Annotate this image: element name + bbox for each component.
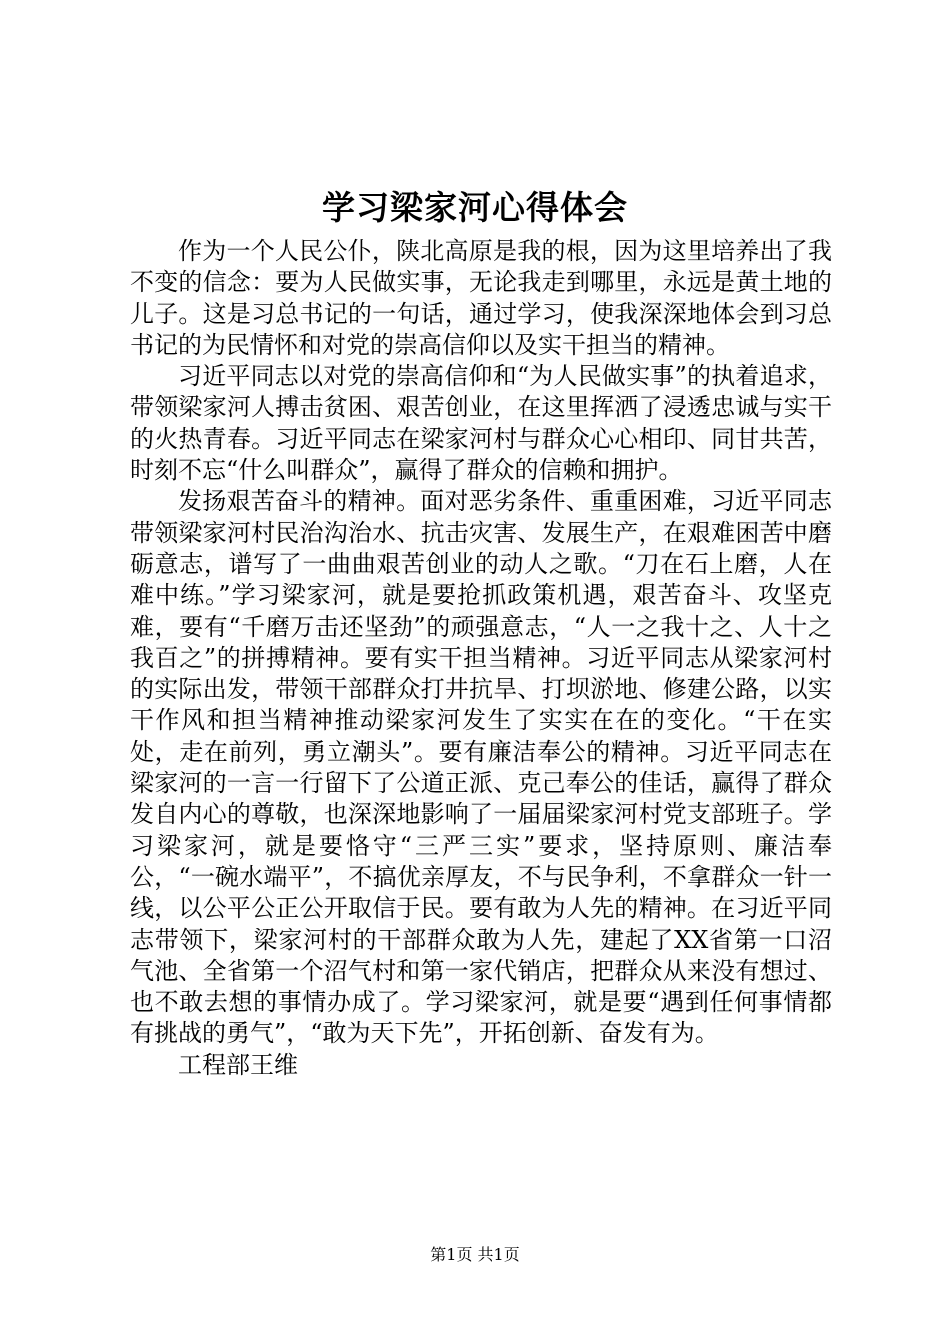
document-title: 学习梁家河心得体会	[322, 188, 628, 227]
paragraph-faith: 习近平同志以对党的崇高信仰和“为人民做实事”的执着追求，带领梁家河人搏击贫困、艰苦创业，在这里挥洒了浸透忠诚与实干的火热青春。习近平同志在梁家河村与群众心心相印、同甘共苦，时刻不忘“什么叫群众”，赢得了群众的信赖和拥护。	[130, 362, 832, 485]
page-footer: 第1页 共1页	[430, 1245, 520, 1264]
author-signature: 工程部王维	[178, 1050, 298, 1079]
document-body	[130, 236, 832, 1081]
paragraph-spirit: 发扬艰苦奋斗的精神。面对恶劣条件、重重困难，习近平同志带领梁家河村民治沟治水、抗击灾害、发展生产，在艰难困苦中磨砺意志，谱写了一曲曲艰苦创业的动人之歌。“刀在石上磨，人在难中练。”学习梁家河，就是要抢抓政策机遇，艰苦奋斗、攻坚克难，要有“千磨万击还坚劲”的顽强意志，“人一之我十之、人十之我百之”的拼搏精神。要有实干担当精神。习近平同志从梁家河村的实际出发，带领干部群众打井抗旱、打坝淤地、修建公路，以实干作风和担当精神推动梁家河发生了实实在在的变化。“干在实处，走在前列，勇立潮头”。要有廉洁奉公的精神。习近平同志在梁家河的一言一行留下了公道正派、克己奉公的佳话，赢得了群众发自内心的尊敬，也深深地影响了一届届梁家河村党支部班子。学习梁家河，就是要恪守“三严三实”要求，坚持原则、廉洁奉公，“一碗水端平”，不搞优亲厚友，不与民争利，不拿群众一针一线，以公平公正公开取信于民。要有敢为人先的精神。在习近平同志带领下，梁家河村的干部群众敢为人先，建起了XX省第一口沼气池、全省第一个沼气村和第一家代销店，把群众从来没有想过、也不敢去想的事情办成了。学习梁家河，就是要“遇到任何事情都有挑战的勇气”，“敢为天下先”，开拓创新、奋发有为。	[130, 487, 832, 1048]
paragraph-intro: 作为一个人民公仆，陕北高原是我的根，因为这里培养出了我不变的信念：要为人民做实事，无论我走到哪里，永远是黄土地的儿子。这是习总书记的一句话，通过学习，使我深深地体会到习总书记的为民情怀和对党的崇高信仰以及实干担当的精神。	[130, 237, 832, 359]
